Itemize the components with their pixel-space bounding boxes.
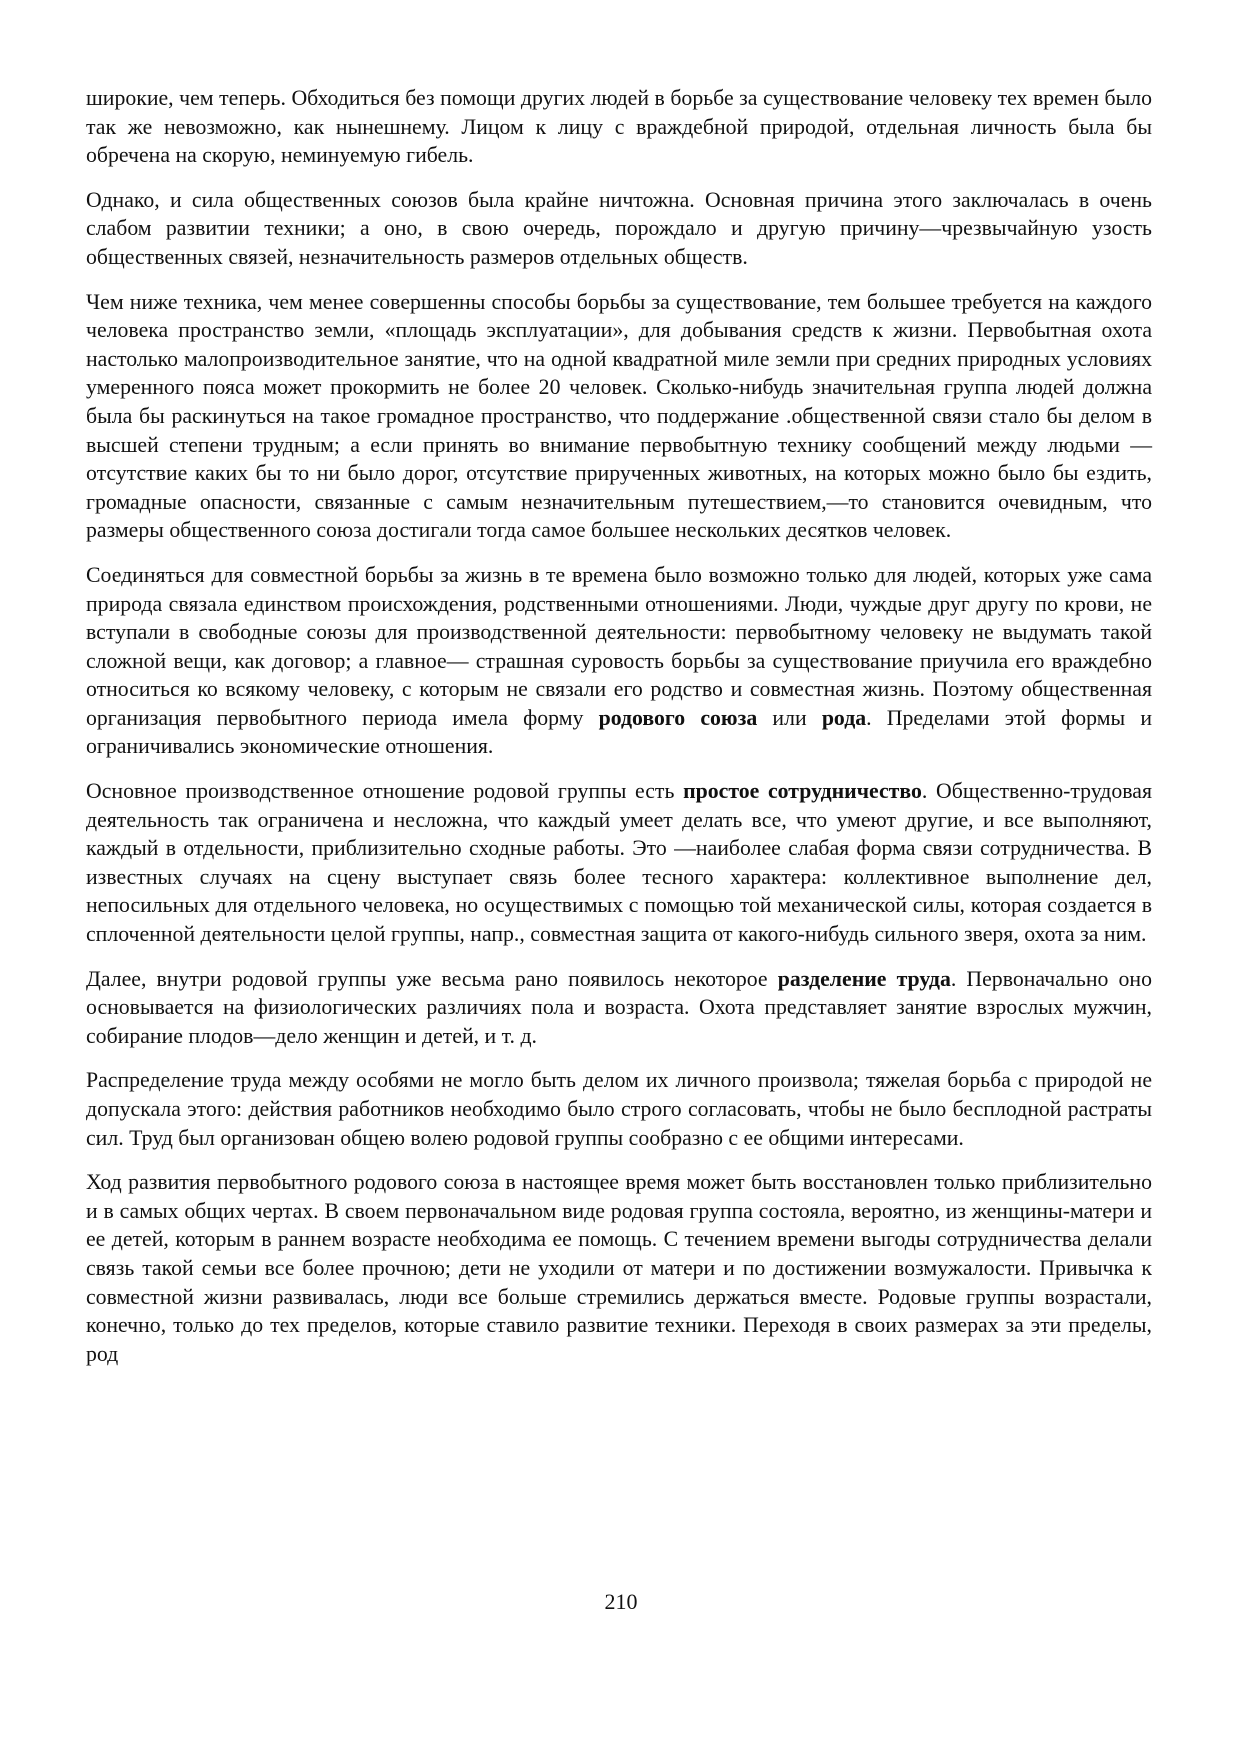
text-run: Ход развития первобытного родового союза в настоящее время может быть восстановлен только приблизительно и в самых общих чертах. В своем первоначальном виде родовая группа состояла, вероятно, из женщины-матери и ее детей, которым в раннем возрасте необходима ее помощь. С течением времени выгоды сотрудничества делали связь такой семьи все более прочною; дети не уходили от матери и по достижении возмужалости. Привычка к совместной жизни развивалась, люди все больше стремились держаться вместе. Родовые группы возрастали, конечно, только до тех пределов, которые ставило развитие техники. Переходя в своих размерах за эти пределы, род — [86, 1170, 1152, 1366]
page-body — [86, 84, 1152, 1384]
text-run: . Пределами этой формы и ограничивались экономические отношения. — [86, 705, 1152, 759]
text-run: Основное производственное отношение родовой группы есть — [86, 779, 684, 804]
paragraph-8 — [86, 1168, 1152, 1368]
paragraph-6 — [86, 965, 1152, 1051]
text-run: Чем ниже техника, чем менее совершенны способы борьбы за существование, тем большее требуется на каждого человека пространство земли, «площадь эксплуатации», для добывания средств к жизни. Первобытная охота настолько малопроизводительное занятие, что на одной квадратной миле земли при средних природных условиях умеренного пояса может прокормить не более 20 человек. Сколько-нибудь значительная группа людей должна была бы раскинуться на такое громадное пространство, что поддержание .общественной связи стало бы делом в высшей степени трудным; а если принять во внимание первобытную технику сообщений между людьми —отсутствие каких бы то ни было дорог, отсутствие прирученных животных, на которых можно было бы ездить, громадные опасности, связанные с самым незначительным путешествием,—то становится очевидным, что размеры общественного союза достигали тогда самое большее нескольких десятков человек. — [86, 289, 1152, 543]
paragraph-7 — [86, 1066, 1152, 1152]
text-run: Однако, и сила общественных союзов была крайне ничтожна. Основная причина этого заключалась в очень слабом развитии техники; а оно, в свою очередь, порождало и другую причину—чрезвычайную узость общественных связей, незначительность размеров отдельных обществ. — [86, 187, 1152, 269]
bold-term-prostoe-sotrudnichestvo: простое сотрудничество — [683, 779, 922, 804]
paragraph-3 — [86, 288, 1152, 545]
text-run: широкие, чем теперь. Обходиться без помощи других людей в борьбе за существование человеку тех времен было так же невозможно, как нынешнему. Лицом к лицу с враждебной природой, отдельная личность была бы обречена на скорую, неминуемую гибель. — [86, 86, 1152, 168]
paragraph-5 — [86, 777, 1152, 949]
bold-term-rodovoy-soyuz: родового союза — [598, 705, 758, 730]
paragraph-1 — [86, 84, 1152, 170]
text-run: Соединяться для совместной борьбы за жизнь в те времена было возможно только для людей, которых уже сама природа связала единством происхождения, родственными отношениями. Люди, чуждые друг другу по крови, не вступали в свободные союзы для производственной деятельности: первобытному человеку не выдумать такой сложной вещи, как договор; а главное— страшная суровость борьбы за существование приучила его враждебно относиться ко всякому человеку, с которым не связали его родство и совместная жизнь. Поэтому общественная организация первобытного периода имела форму — [86, 562, 1152, 730]
bold-term-rod: рода — [821, 705, 867, 730]
text-run: . Первоначально оно основывается на физиологических различиях пола и возраста. Охота представляет занятие взрослых мужчин, собирание плодов—дело женщин и детей, и т. д. — [86, 966, 1152, 1048]
paragraph-2 — [86, 186, 1152, 272]
bold-term-razdelenie-truda: разделение труда — [777, 966, 951, 991]
paragraph-4 — [86, 561, 1152, 761]
text-run: Далее, внутри родовой группы уже весьма рано появилось некоторое — [86, 966, 778, 991]
text-run: . Общественно-трудовая деятельность так ограничена и несложна, что каждый умеет делать все, что умеют другие, и все выполняют, каждый в отдельности, приблизительно сходные работы. Это —наиболее слабая форма связи сотрудничества. В известных случаях на сцену выступает связь более тесного характера: коллективное выполнение дел, непосильных для отдельного человека, но осуществимых с помощью той механической силы, которая создается в сплоченной деятельности целой группы, напр., совместная защита от какого-нибудь сильного зверя, охота за ним. — [86, 779, 1152, 947]
page-number: 210 — [604, 1589, 638, 1614]
text-run: или — [757, 705, 822, 730]
text-run: Распределение труда между особями не могло быть делом их личного произвола; тяжелая борьба с природой не допускала этого: действия работников необходимо было строго согласовать, чтобы не было бесплодной растраты сил. Труд был организован общею волею родовой группы сообразно с ее общими интересами. — [86, 1068, 1152, 1150]
